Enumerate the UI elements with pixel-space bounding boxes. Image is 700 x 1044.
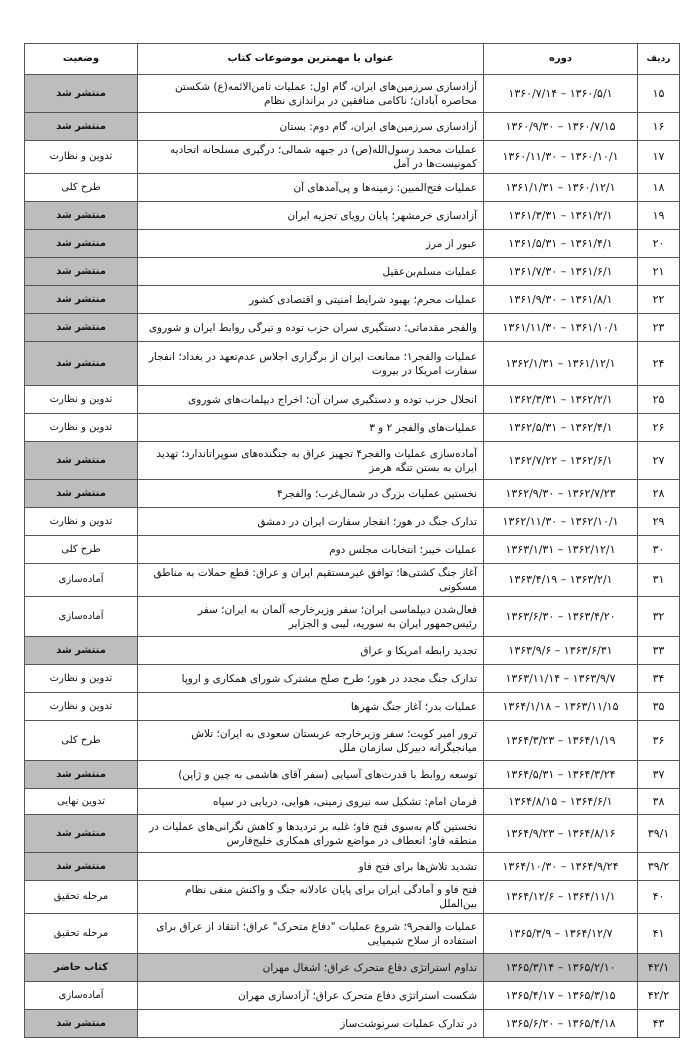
table-row	[25, 174, 680, 202]
row-number: ۴۰	[638, 881, 680, 914]
table-row	[25, 721, 680, 761]
row-status: منتشر شد	[25, 314, 138, 342]
row-status: کتاب حاضر	[25, 954, 138, 982]
row-title: تجدید رابطه امریکا و عراق	[138, 637, 484, 665]
row-number: ۳۳	[638, 637, 680, 665]
row-status: منتشر شد	[25, 230, 138, 258]
row-title: عملیات محمد رسول‌الله(ص) در جبهه شمالی؛ درگیری مسلحانه اتحادیه کمونیست‌ها در آمل	[138, 141, 484, 174]
row-period: ۱۳۶۴/۹/۲۴ – ۱۳۶۴/۱۰/۳۰	[484, 853, 638, 881]
row-number: ۳۹/۱	[638, 815, 680, 853]
row-status: تدوین و نظارت	[25, 414, 138, 442]
row-number: ۳۴	[638, 665, 680, 693]
row-title: عملیات مسلم‌بن‌عقیل	[138, 258, 484, 286]
row-period: ۱۳۶۴/۱۱/۱ – ۱۳۶۴/۱۲/۶	[484, 881, 638, 914]
row-period: ۱۳۶۵/۴/۱۸ – ۱۳۶۵/۶/۲۰	[484, 1010, 638, 1038]
table-row	[25, 75, 680, 113]
books-status-table	[24, 43, 680, 1038]
row-status: منتشر شد	[25, 761, 138, 789]
row-title: عملیات والفجر۱؛ ممانعت ایران از برگزاری اجلاس عدم‌تعهد در بغداد؛ انفجار سفارت امریکا در بیروت	[138, 342, 484, 386]
row-status: آماده‌سازی	[25, 982, 138, 1010]
row-period: ۱۳۶۲/۱۰/۱ – ۱۳۶۲/۱۱/۳۰	[484, 508, 638, 536]
row-title: آزادسازی سرزمین‌های ایران، گام اول: عملیات ثامن‌الائمه(ع) شکستن محاصره آبادان؛ ناکامی منافقین در براندازی نظام	[138, 75, 484, 113]
row-period: ۱۳۶۳/۹/۷ – ۱۳۶۳/۱۱/۱۴	[484, 665, 638, 693]
row-status: تدوین و نظارت	[25, 386, 138, 414]
row-status: تدوین و نظارت	[25, 693, 138, 721]
row-title: تشدید تلاش‌ها برای فتح فاو	[138, 853, 484, 881]
row-number: ۲۵	[638, 386, 680, 414]
row-status: آماده‌سازی	[25, 597, 138, 637]
row-number: ۴۲/۲	[638, 982, 680, 1010]
table-body	[25, 75, 680, 1038]
row-period: ۱۳۶۱/۱۲/۱ – ۱۳۶۲/۱/۳۱	[484, 342, 638, 386]
row-number: ۱۸	[638, 174, 680, 202]
row-period: ۱۳۶۴/۱۲/۷ – ۱۳۶۵/۳/۹	[484, 914, 638, 954]
row-status: منتشر شد	[25, 75, 138, 113]
row-number: ۴۳	[638, 1010, 680, 1038]
table-row	[25, 789, 680, 815]
row-number: ۲۳	[638, 314, 680, 342]
row-status: مرحله تحقیق	[25, 881, 138, 914]
table-row	[25, 914, 680, 954]
header-title: عنوان یا مهمترین موضوعات کتاب	[138, 44, 484, 75]
row-period: ۱۳۶۱/۶/۱ – ۱۳۶۱/۷/۳۰	[484, 258, 638, 286]
table-row	[25, 881, 680, 914]
row-title: عملیات محرم؛ بهبود شرایط امنیتی و اقتصادی کشور	[138, 286, 484, 314]
row-period: ۱۳۶۱/۲/۱ – ۱۳۶۱/۳/۳۱	[484, 202, 638, 230]
row-period: ۱۳۶۲/۲/۱ – ۱۳۶۲/۳/۳۱	[484, 386, 638, 414]
row-number: ۳۶	[638, 721, 680, 761]
row-period: ۱۳۶۳/۶/۳۱ – ۱۳۶۳/۹/۶	[484, 637, 638, 665]
row-number: ۴۱	[638, 914, 680, 954]
row-period: ۱۳۶۲/۱۲/۱ – ۱۳۶۳/۱/۳۱	[484, 536, 638, 564]
table-row	[25, 815, 680, 853]
row-period: ۱۳۶۲/۷/۲۳ – ۱۳۶۲/۹/۳۰	[484, 480, 638, 508]
table-row	[25, 202, 680, 230]
row-status: تدوین و نظارت	[25, 665, 138, 693]
row-number: ۲۰	[638, 230, 680, 258]
table-header-row	[25, 44, 680, 75]
row-title: آماده‌سازی عملیات والفجر۴ تجهیز عراق به جنگنده‌های سوپراتاندارد؛ تهدید ایران به بستن تنگه هرمز	[138, 442, 484, 480]
row-status: منتشر شد	[25, 815, 138, 853]
table-row	[25, 141, 680, 174]
row-period: ۱۳۶۰/۱۰/۱ – ۱۳۶۰/۱۱/۳۰	[484, 141, 638, 174]
row-number: ۲۴	[638, 342, 680, 386]
table-row	[25, 665, 680, 693]
row-period: ۱۳۶۴/۸/۱۶ – ۱۳۶۴/۹/۲۳	[484, 815, 638, 853]
row-period: ۱۳۶۰/۵/۱ – ۱۳۶۰/۷/۱۴	[484, 75, 638, 113]
row-title: فتح فاو و آمادگی ایران برای پایان عادلانه جنگ و واکنش منفی نظام بین‌الملل	[138, 881, 484, 914]
row-number: ۲۱	[638, 258, 680, 286]
row-number: ۴۲/۱	[638, 954, 680, 982]
row-period: ۱۳۶۳/۱۱/۱۵ – ۱۳۶۴/۱/۱۸	[484, 693, 638, 721]
row-title: فعال‌شدن دیپلماسی ایران؛ سفر وزیرخارجه آلمان به ایران؛ سفر رئیس‌جمهور ایران به سوریه، لیبی و الجزایر	[138, 597, 484, 637]
row-status: طرح کلی	[25, 536, 138, 564]
row-title: نخستین عملیات بزرگ در شمال‌غرب؛ والفجر۴	[138, 480, 484, 508]
row-period: ۱۳۶۴/۳/۲۴ – ۱۳۶۴/۵/۳۱	[484, 761, 638, 789]
table-row	[25, 258, 680, 286]
row-title: در تدارک عملیات سرنوشت‌ساز	[138, 1010, 484, 1038]
table-row	[25, 536, 680, 564]
row-number: ۳۱	[638, 564, 680, 597]
row-status: طرح کلی	[25, 721, 138, 761]
row-title: توسعه روابط با قدرت‌های آسیایی (سفر آقای هاشمی به چین و ژاپن)	[138, 761, 484, 789]
header-num: ردیف	[638, 44, 680, 75]
row-title: عبور از مرز	[138, 230, 484, 258]
row-title: شکست استراتژی دفاع متحرک عراق؛ آزادسازی مهران	[138, 982, 484, 1010]
row-title: عملیات‌های والفجر ۲ و ۳	[138, 414, 484, 442]
row-period: ۱۳۶۴/۱/۱۹ – ۱۳۶۴/۳/۲۳	[484, 721, 638, 761]
row-number: ۳۷	[638, 761, 680, 789]
table-row	[25, 853, 680, 881]
row-title: آزادسازی خرمشهر؛ پایان رویای تجزیه ایران	[138, 202, 484, 230]
table-row	[25, 442, 680, 480]
table-row	[25, 508, 680, 536]
row-period: ۱۳۶۵/۳/۱۵ – ۱۳۶۵/۴/۱۷	[484, 982, 638, 1010]
row-title: آزادسازی سرزمین‌های ایران، گام دوم: بستان	[138, 113, 484, 141]
row-status: منتشر شد	[25, 637, 138, 665]
row-number: ۲۶	[638, 414, 680, 442]
header-period: دوره	[484, 44, 638, 75]
row-number: ۳۹/۲	[638, 853, 680, 881]
row-title: ترور امیر کویت؛ سفر وزیرخارجه عربستان سعودی به ایران؛ تلاش میانجیگرانه دبیرکل سازمان ملل	[138, 721, 484, 761]
table-row	[25, 230, 680, 258]
row-status: مرحله تحقیق	[25, 914, 138, 954]
table-row	[25, 954, 680, 982]
table-row	[25, 113, 680, 141]
row-status: منتشر شد	[25, 442, 138, 480]
table-row	[25, 597, 680, 637]
table-row	[25, 982, 680, 1010]
row-period: ۱۳۶۱/۱۰/۱ – ۱۳۶۱/۱۱/۳۰	[484, 314, 638, 342]
row-period: ۱۳۶۴/۶/۱ – ۱۳۶۴/۸/۱۵	[484, 789, 638, 815]
row-title: تدارک جنگ مجدد در هور؛ طرح صلح مشترک شورای همکاری و اروپا	[138, 665, 484, 693]
row-status: منتشر شد	[25, 1010, 138, 1038]
row-status: منتشر شد	[25, 113, 138, 141]
row-number: ۳۲	[638, 597, 680, 637]
row-period: ۱۳۶۰/۷/۱۵ – ۱۳۶۰/۹/۳۰	[484, 113, 638, 141]
row-status: آماده‌سازی	[25, 564, 138, 597]
row-title: فرمان امام: تشکیل سه نیروی زمینی، هوایی، دریایی در سپاه	[138, 789, 484, 815]
header-status: وضعیت	[25, 44, 138, 75]
row-status: منتشر شد	[25, 286, 138, 314]
row-status: منتشر شد	[25, 853, 138, 881]
row-title: تداوم استراتژی دفاع متحرک عراق؛ اشغال مهران	[138, 954, 484, 982]
table-row	[25, 761, 680, 789]
row-status: طرح کلی	[25, 174, 138, 202]
row-title: عملیات فتح‌المبین: زمینه‌ها و پی‌آمدهای آن	[138, 174, 484, 202]
table-row	[25, 480, 680, 508]
table-row	[25, 342, 680, 386]
row-period: ۱۳۶۱/۴/۱ – ۱۳۶۱/۵/۳۱	[484, 230, 638, 258]
table-row	[25, 386, 680, 414]
table-row	[25, 693, 680, 721]
table-row	[25, 314, 680, 342]
table-row	[25, 637, 680, 665]
row-number: ۱۷	[638, 141, 680, 174]
row-period: ۱۳۶۳/۲/۱ – ۱۳۶۳/۴/۱۹	[484, 564, 638, 597]
row-number: ۱۶	[638, 113, 680, 141]
row-period: ۱۳۶۱/۸/۱ – ۱۳۶۱/۹/۳۰	[484, 286, 638, 314]
table-row	[25, 564, 680, 597]
row-status: منتشر شد	[25, 202, 138, 230]
row-period: ۱۳۶۲/۴/۱ – ۱۳۶۲/۵/۳۱	[484, 414, 638, 442]
row-number: ۳۸	[638, 789, 680, 815]
row-title: انحلال حزب توده و دستگیری سران آن؛ اخراج دیپلمات‌های شوروی	[138, 386, 484, 414]
row-period: ۱۳۶۲/۶/۱ – ۱۳۶۲/۷/۲۲	[484, 442, 638, 480]
row-number: ۱۹	[638, 202, 680, 230]
row-title: تدارک جنگ در هور؛ انفجار سفارت ایران در دمشق	[138, 508, 484, 536]
row-number: ۲۲	[638, 286, 680, 314]
row-number: ۲۹	[638, 508, 680, 536]
row-title: عملیات بدر؛ آغاز جنگ شهرها	[138, 693, 484, 721]
row-title: عملیات خیبر؛ انتخابات مجلس دوم	[138, 536, 484, 564]
row-title: نخستین گام به‌سوی فتح فاو؛ غلبه بر تردیدها و کاهش نگرانی‌های عملیات در منطقه فاو؛ انعطاف در مواضع شورای همکاری خلیج‌فارس	[138, 815, 484, 853]
row-period: ۱۳۶۰/۱۲/۱ – ۱۳۶۱/۱/۳۱	[484, 174, 638, 202]
row-number: ۱۵	[638, 75, 680, 113]
row-period: ۱۳۶۳/۴/۲۰ – ۱۳۶۳/۶/۳۰	[484, 597, 638, 637]
row-title: آغاز جنگ کشتی‌ها؛ توافق غیرمستقیم ایران و عراق: قطع حملات به مناطق مسکونی	[138, 564, 484, 597]
row-status: منتشر شد	[25, 480, 138, 508]
row-period: ۱۳۶۵/۲/۱۰ – ۱۳۶۵/۳/۱۴	[484, 954, 638, 982]
row-title: عملیات والفجر۹؛ شروع عملیات "دفاع متحرک" عراق؛ انتقاد از عراق برای استفاده از سلاح شیمیایی	[138, 914, 484, 954]
row-number: ۳۵	[638, 693, 680, 721]
row-number: ۲۸	[638, 480, 680, 508]
row-status: تدوین نهایی	[25, 789, 138, 815]
row-title: والفجر مقدماتی؛ دستگیری سران حزب توده و تیرگی روابط ایران و شوروی	[138, 314, 484, 342]
row-status: منتشر شد	[25, 258, 138, 286]
table-row	[25, 414, 680, 442]
table-row	[25, 1010, 680, 1038]
row-status: تدوین و نظارت	[25, 508, 138, 536]
row-number: ۳۰	[638, 536, 680, 564]
table-row	[25, 286, 680, 314]
row-number: ۲۷	[638, 442, 680, 480]
row-status: تدوین و نظارت	[25, 141, 138, 174]
row-status: منتشر شد	[25, 342, 138, 386]
